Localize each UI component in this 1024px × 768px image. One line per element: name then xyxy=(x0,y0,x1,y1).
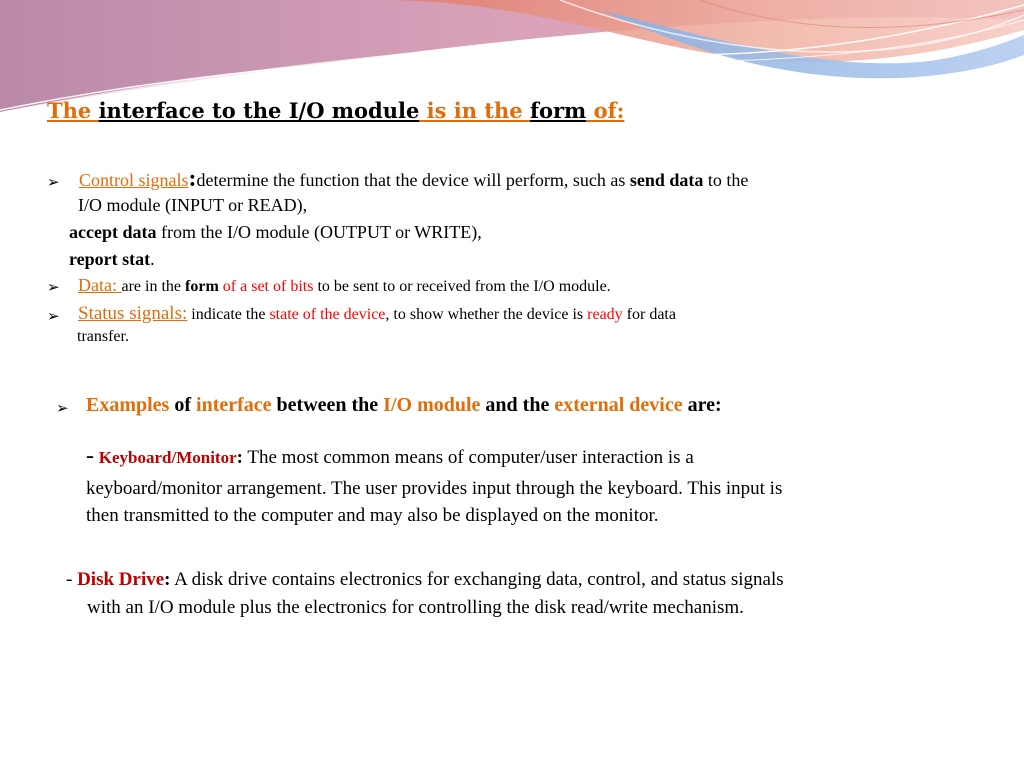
disk-text1: A disk drive contains electronics for exchanging data, control, and status signals xyxy=(170,569,784,590)
title-interface: interface to the I/O module xyxy=(98,98,420,123)
accept-data-text: from the I/O module (OUTPUT or WRITE), xyxy=(156,222,482,242)
status-signals-label: Status signals: xyxy=(78,303,188,324)
disk-label: Disk Drive xyxy=(77,569,165,590)
report-stat-line xyxy=(69,248,155,270)
data-set-of-bits: of a set of bits xyxy=(218,278,314,295)
keyboard-line3: then transmitted to the computer and may also be displayed on the monitor. xyxy=(86,505,659,526)
status-state-of-device: state of the device xyxy=(269,306,386,323)
slide-title xyxy=(47,96,624,126)
control-signals-text1: determine the function that the device will perform, such as xyxy=(196,170,630,190)
examples-heading xyxy=(86,394,722,416)
examples-w3: interface xyxy=(196,394,272,416)
status-signals-line2: transfer. xyxy=(77,328,129,345)
bullet-arrow-icon: ➢ xyxy=(47,309,60,325)
disk-dash: - xyxy=(66,569,78,590)
disk-line1 xyxy=(66,566,784,594)
data-text3: to be sent to or received from the I/O module. xyxy=(313,278,611,295)
examples-w8: are: xyxy=(682,394,722,416)
data-form-term: form xyxy=(185,278,219,295)
disk-colon: : xyxy=(164,569,171,590)
examples-w4: between the xyxy=(271,394,384,416)
title-the: The xyxy=(47,98,99,123)
examples-w7: external device xyxy=(554,394,683,416)
keyboard-label: Keyboard/Monitor xyxy=(98,448,237,467)
control-signals-colon: : xyxy=(188,166,197,192)
examples-w6: and the xyxy=(480,394,555,416)
keyboard-dash: - xyxy=(86,443,94,469)
keyboard-colon: : xyxy=(236,447,243,468)
keyboard-text1: The most common means of computer/user interaction is a xyxy=(242,447,694,468)
data-text1: are in the xyxy=(121,278,186,295)
status-text1: indicate the xyxy=(187,306,270,323)
data-line xyxy=(78,274,611,298)
accept-data-line xyxy=(69,221,482,243)
title-is-in-the: is in the xyxy=(419,98,530,123)
control-signals-line1 xyxy=(79,168,748,191)
title-of: of: xyxy=(586,98,625,123)
send-data-term: send data xyxy=(629,170,704,190)
control-signals-label: Control signals xyxy=(79,170,189,190)
bullet-arrow-icon: ➢ xyxy=(47,280,60,296)
bullet-arrow-icon: ➢ xyxy=(56,401,69,417)
examples-w5: I/O module xyxy=(383,394,481,416)
report-stat-term: report stat xyxy=(69,249,151,269)
report-stat-end: . xyxy=(150,249,155,269)
keyboard-line1 xyxy=(86,442,694,472)
status-text4: for data xyxy=(622,306,676,323)
data-label: Data: xyxy=(78,275,122,295)
title-form: form xyxy=(529,98,587,123)
keyboard-line2: keyboard/monitor arrangement. The user provides input through the keyboard. This input is xyxy=(86,478,783,499)
status-text3: , to show whether the device is xyxy=(385,306,588,323)
examples-w2: of xyxy=(169,394,197,416)
status-signals-line1 xyxy=(78,303,676,326)
accept-data-term: accept data xyxy=(69,222,157,242)
control-signals-line2: I/O module (INPUT or READ), xyxy=(78,195,308,215)
bullet-arrow-icon: ➢ xyxy=(47,175,60,191)
control-signals-text2: to the xyxy=(703,170,749,190)
disk-line2: with an I/O module plus the electronics for controlling the disk read/write mechanism. xyxy=(87,597,744,618)
examples-w1: Examples xyxy=(86,394,170,416)
status-ready: ready xyxy=(587,306,623,323)
